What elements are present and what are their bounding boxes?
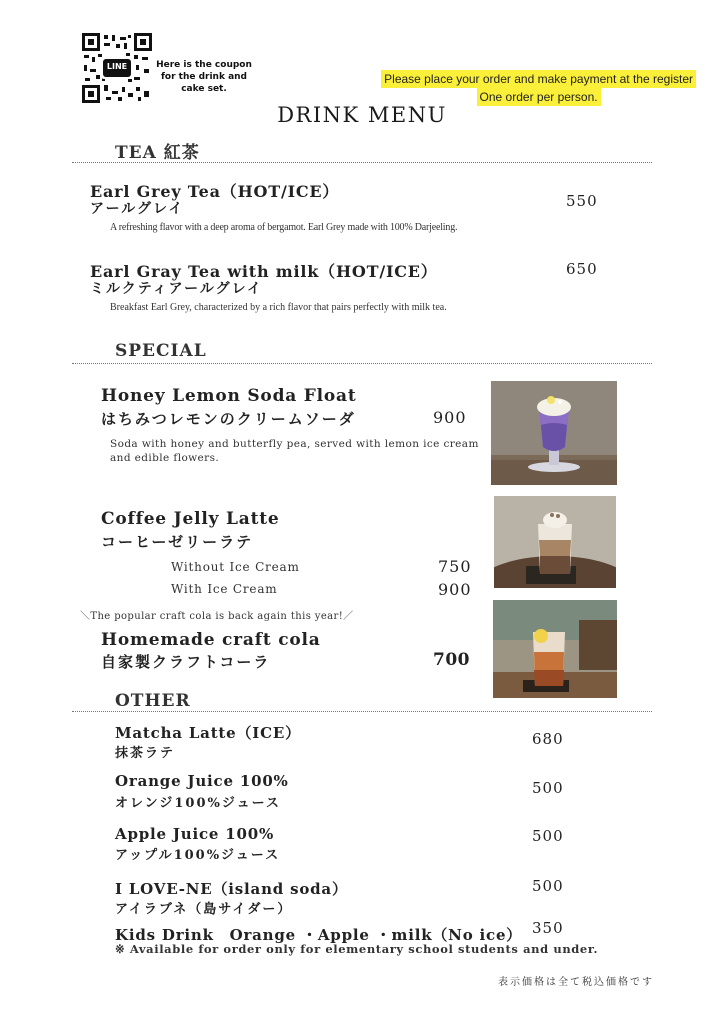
option-label: With Ice Cream	[171, 582, 278, 596]
honey-lemon-soda-photo	[491, 381, 617, 485]
kids-drink-note: ※ Available for order only for elementary school students and under.	[115, 942, 599, 956]
craft-cola-photo	[493, 600, 617, 698]
menu-item-name-jp: アップル100%ジュース	[115, 848, 281, 863]
menu-item-name-jp: コーヒーゼリーラテ	[101, 533, 254, 551]
menu-item-name: Coffee Jelly Latte	[101, 509, 280, 529]
option-label: Without Ice Cream	[171, 560, 300, 574]
kids-drink-price: 350	[532, 919, 564, 937]
menu-item-name-jp: 抹茶ラテ	[115, 746, 176, 761]
menu-item-name-jp: 自家製クラフトコーラ	[101, 653, 271, 671]
menu-item-price: 500	[532, 779, 564, 797]
menu-item-price: 900	[433, 408, 467, 427]
menu-item-name-jp: はちみつレモンのクリームソーダ	[101, 410, 356, 428]
order-notice	[381, 70, 696, 106]
menu-item-name-jp: アイラブネ（島サイダー）	[115, 902, 293, 917]
menu-item-description: Soda with honey and butterfly pea, served with lemon ice cream and edible flowers.	[110, 438, 479, 464]
page-title: DRINK MENU	[277, 103, 447, 127]
section-heading-special: SPECIAL	[115, 341, 207, 361]
menu-item-name-jp: オレンジ100%ジュース	[115, 796, 281, 811]
tax-note: 表示価格は全て税込価格です	[498, 977, 654, 988]
menu-item-price: 650	[566, 260, 598, 278]
divider	[72, 162, 652, 163]
menu-item-name: Earl Gray Tea with milk（HOT/ICE）	[90, 262, 438, 281]
menu-item-name: Apple Juice 100%	[115, 825, 275, 843]
order-notice-line-2: One order per person.	[477, 88, 601, 106]
section-heading-tea: TEA 紅茶	[115, 143, 200, 163]
menu-item-name: Orange Juice 100%	[115, 772, 289, 790]
menu-item-name-jp: ミルクティアールグレイ	[90, 281, 263, 297]
coupon-note: Here is the coupon for the drink and cake set.	[156, 60, 252, 94]
menu-item-name: Honey Lemon Soda Float	[101, 386, 357, 406]
divider	[72, 363, 652, 364]
menu-item-name: Matcha Latte（ICE）	[115, 724, 301, 742]
option-price: 900	[438, 580, 472, 599]
menu-item-description: A refreshing flavor with a deep aroma of bergamot. Earl Grey made with 100% Darjeeling.	[110, 222, 458, 233]
menu-item-price: 700	[433, 650, 470, 670]
cola-tagline: ＼The popular craft cola is back again this year!／	[80, 611, 354, 622]
menu-item-name: I LOVE-NE（island soda）	[115, 880, 348, 898]
option-price: 750	[438, 557, 472, 576]
menu-item-price: 500	[532, 877, 564, 895]
menu-item-price: 550	[566, 192, 598, 210]
order-notice-line-1: Please place your order and make payment at the register	[381, 70, 696, 88]
menu-item-name: Earl Grey Tea（HOT/ICE）	[90, 182, 340, 201]
kids-drink-name: Kids Drink Orange ・Apple ・milk（No ice）	[115, 926, 523, 944]
menu-item-name-jp: アールグレイ	[90, 201, 185, 217]
coffee-jelly-latte-photo	[494, 496, 616, 588]
qr-line-label: LINE	[106, 62, 128, 71]
menu-item-description: Breakfast Earl Grey, characterized by a rich flavor that pairs perfectly with milk tea.	[110, 302, 447, 313]
section-heading-other: OTHER	[115, 691, 191, 711]
menu-item-price: 680	[532, 730, 564, 748]
divider	[72, 711, 652, 712]
menu-item-price: 500	[532, 827, 564, 845]
menu-item-name: Homemade craft cola	[101, 630, 321, 650]
line-qr-code[interactable]	[82, 33, 152, 103]
